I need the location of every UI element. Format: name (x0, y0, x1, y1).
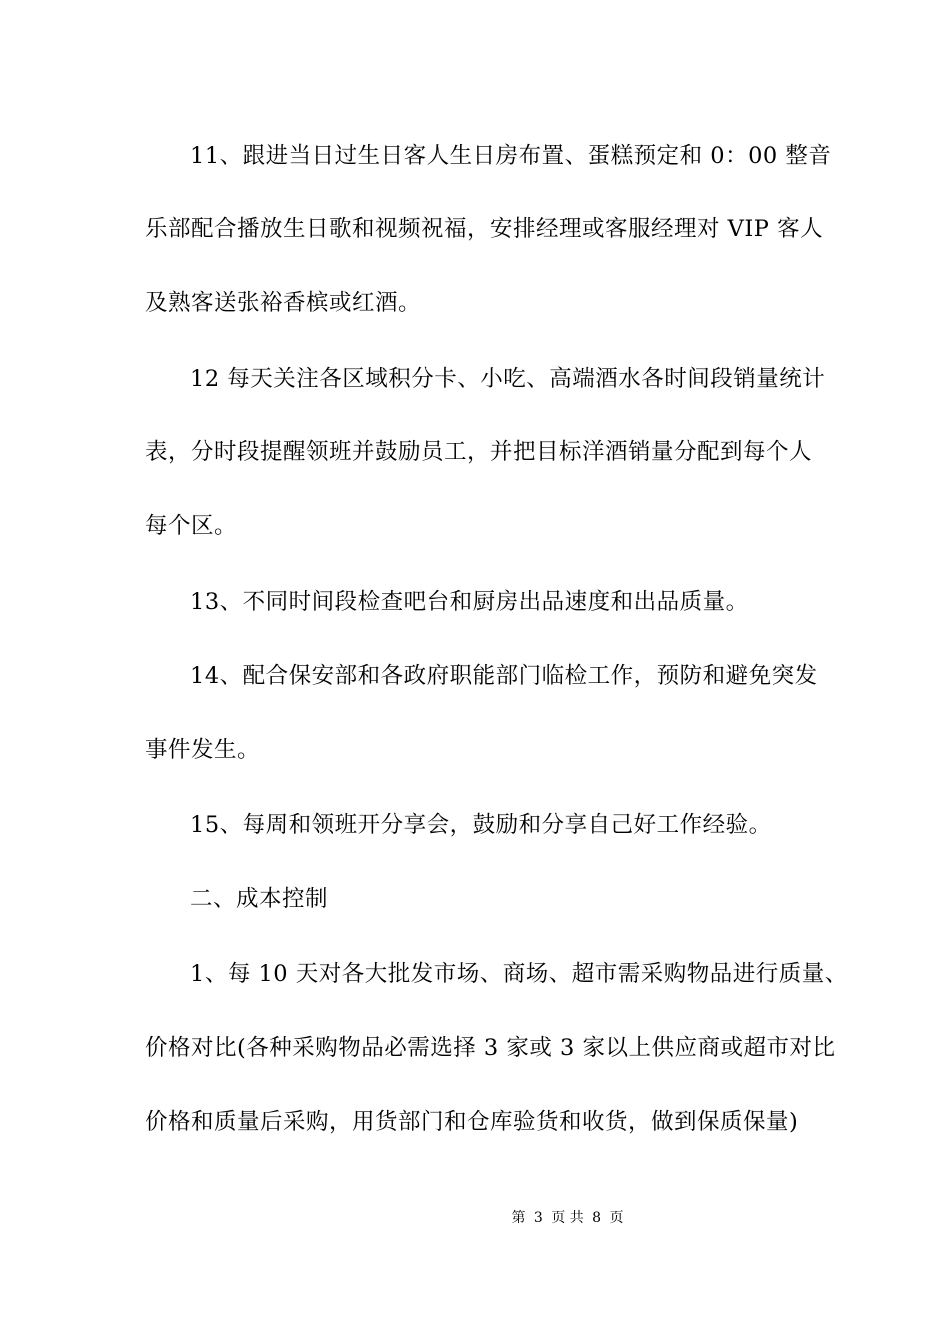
paragraph-13: 13、不同时间段检查吧台和厨房出品速度和出品质量。 (190, 589, 749, 615)
section-heading-cost-control: 二、成本控制 (190, 886, 329, 912)
paragraph-12-line-1: 12 每天关注各区域积分卡、小吃、高端酒水各时间段销量统计 (190, 366, 826, 392)
paragraph-11-line-3: 及熟客送张裕香槟或红酒。 (145, 290, 422, 316)
footer-total-pages: 8 (592, 1210, 602, 1226)
paragraph-cost-1-line-1: 1、每 10 天对各大批发市场、商场、超市需采购物品进行质量、 (190, 961, 848, 987)
page-footer (0, 1208, 950, 1228)
paragraph-14-line-2: 事件发生。 (145, 737, 261, 763)
footer-mid: 页 共 (551, 1210, 584, 1226)
paragraph-12-line-2: 表，分时段提醒领班并鼓励员工，并把目标洋酒销量分配到每个人 (145, 439, 813, 465)
paragraph-14-line-1: 14、配合保安部和各政府职能部门临检工作，预防和避免突发 (190, 663, 818, 689)
footer-prefix: 第 (511, 1210, 526, 1226)
paragraph-11-line-1: 11、跟进当日过生日客人生日房布置、蛋糕预定和 0：00 整音 (190, 143, 832, 169)
paragraph-cost-1-line-3: 价格和质量后采购，用货部门和仓库验货和收货，做到保质保量) (145, 1109, 799, 1135)
paragraph-cost-1-line-2: 价格对比(各种采购物品必需选择 3 家或 3 家以上供应商或超市对比 (145, 1035, 836, 1061)
footer-current-page: 3 (533, 1210, 543, 1226)
paragraph-15: 15、每周和领班开分享会，鼓励和分享自己好工作经验。 (190, 812, 772, 838)
footer-suffix: 页 (609, 1210, 624, 1226)
paragraph-11-line-2: 乐部配合播放生日歌和视频祝福，安排经理或客服经理对 VIP 客人 (145, 216, 824, 242)
paragraph-12-line-3: 每个区。 (145, 513, 238, 539)
